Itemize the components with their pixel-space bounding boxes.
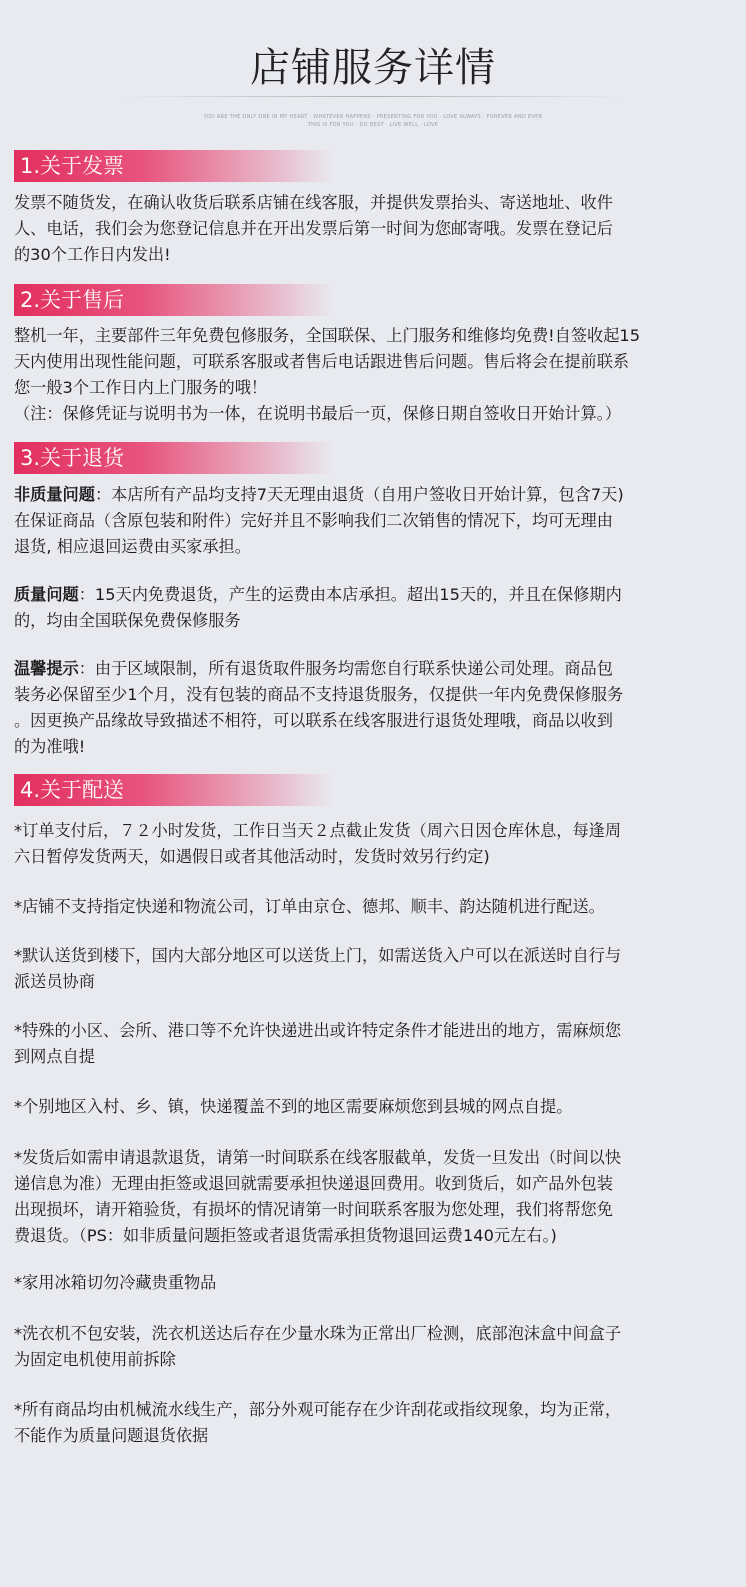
text-line: 到网点自提 [14,1047,95,1066]
text-line: 为固定电机使用前拆除 [14,1350,176,1369]
delivery-item [14,1397,734,1449]
text-line: 费退货。（PS：如非质量问题拒签或者退货需承担货物退回运费140元左右。) [14,1226,557,1245]
text-fragment: ：15天内免费退货，产生的运费由本店承担。超出15天的，并且在保修期内 [78,585,622,604]
section-heading-after-sales: 2.关于售后 [14,284,334,316]
text-line [14,582,734,608]
text-line: 的，均由全国联保免费保修服务 [14,611,241,630]
invoice-text [14,190,734,268]
section-heading-delivery: 4.关于配送 [14,774,334,806]
text-line: *订单支付后，７２小时发货，工作日当天２点截止发货（周六日因仓库休息，每逢周 [14,821,622,840]
text-line: 出现损坏，请开箱验货，有损坏的情况请第一时间联系客服为您处理，我们将帮您免 [14,1200,613,1219]
delivery-item [14,1270,734,1296]
after-sales-text [14,323,734,427]
text-line: 在保证商品（含原包装和附件）完好并且不影响我们二次销售的情况下，均可无理由 [14,511,613,530]
text-line: 的为准哦! [14,737,86,756]
text-line: （注：保修凭证与说明书为一体，在说明书最后一页，保修日期自签收日开始计算。） [14,404,622,423]
section-heading-returns: 3.关于退货 [14,442,334,474]
quality-returns-text [14,582,734,634]
text-line: *发货后如需申请退款退货，请第一时间联系在线客服截单，发货一旦发出（时间以快 [14,1148,622,1167]
delivery-item [14,1018,734,1070]
text-line: *家用冰箱切勿冷藏贵重物品 [14,1273,217,1292]
text-line: 。因更换产品缘故导致描述不相符，可以联系在线客服进行退货处理哦，商品以收到 [14,711,613,730]
text-line: 递信息为准）无理由拒签或退回就需要承担快递退回费用。收到货后，如产品外包装 [14,1174,613,1193]
title-divider [120,96,626,97]
delivery-item [14,943,734,995]
text-line: 发票不随货发，在确认收货后联系店铺在线客服，并提供发票抬头、寄送地址、收件 [14,193,613,212]
text-line: 天内使用出现性能问题，可联系客服或者售后电话跟进售后问题。售后将会在提前联系 [14,352,630,371]
text-line [14,656,734,682]
text-line: *默认送货到楼下，国内大部分地区可以送货上门，如需送货入户可以在派送时自行与 [14,946,622,965]
tip-text [14,656,734,760]
text-line: 您一般3个工作日内上门服务的哦！ [14,378,268,397]
quality-label: 质量问题 [14,585,79,604]
text-line: 的30个工作日内发出! [14,245,171,264]
text-line: 派送员协商 [14,972,95,991]
delivery-item [14,894,734,920]
tip-label: 温馨提示 [14,659,79,678]
delivery-item [14,1094,734,1120]
text-line: 六日暂停发货两天，如遇假日或者其他活动时，发货时效另行约定) [14,847,490,866]
text-line: 退货, 相应退回运费由买家承担。 [14,537,251,556]
delivery-item [14,1145,734,1249]
non-quality-label: 非质量问题 [14,485,95,504]
decorative-subtext-2: THIS IS FOR YOU · DO BEST · LIVE WELL · LOVE [307,122,439,128]
text-line: 装务必保留至少1个月，没有包装的商品不支持退货服务，仅提供一年内免费保修服务 [14,685,624,704]
section-heading-invoice: 1.关于发票 [14,150,334,182]
text-line: *个别地区入村、乡、镇，快递覆盖不到的地区需要麻烦您到县城的网点自提。 [14,1097,573,1116]
decorative-subtext-1: YOU ARE THE ONLY ONE IN MY HEART · WHATEVER HAPPENS · PRESENTING FOR YOU · LOVE ALWAYS · FOREVER AND EVER [203,114,543,120]
text-line: 整机一年，主要部件三年免费包修服务，全国联保、上门服务和维修均免费!自签收起15 [14,326,641,345]
text-line: *店铺不支持指定快递和物流公司，订单由京仓、德邦、顺丰、韵达随机进行配送。 [14,897,605,916]
text-line: 不能作为质量问题退货依据 [14,1426,209,1445]
text-fragment: ：本店所有产品均支持7天无理由退货（自用户签收日开始计算，包含7天) [94,485,624,504]
text-line: *所有商品均由机械流水线生产，部分外观可能存在少许刮花或指纹现象，均为正常， [14,1400,622,1419]
text-fragment: ：由于区域限制，所有退货取件服务均需您自行联系快递公司处理。商品包 [78,659,613,678]
text-line: *洗衣机不包安装，洗衣机送达后存在少量水珠为正常出厂检测，底部泡沫盒中间盒子 [14,1324,622,1343]
delivery-item [14,818,734,870]
delivery-item [14,1321,734,1373]
text-line: *特殊的小区、会所、港口等不允许快递进出或许特定条件才能进出的地方，需麻烦您 [14,1021,622,1040]
non-quality-returns-text [14,482,734,560]
page-title: 店铺服务详情 [250,45,496,91]
text-line [14,482,734,508]
text-line: 人、电话，我们会为您登记信息并在开出发票后第一时间为您邮寄哦。发票在登记后 [14,219,613,238]
